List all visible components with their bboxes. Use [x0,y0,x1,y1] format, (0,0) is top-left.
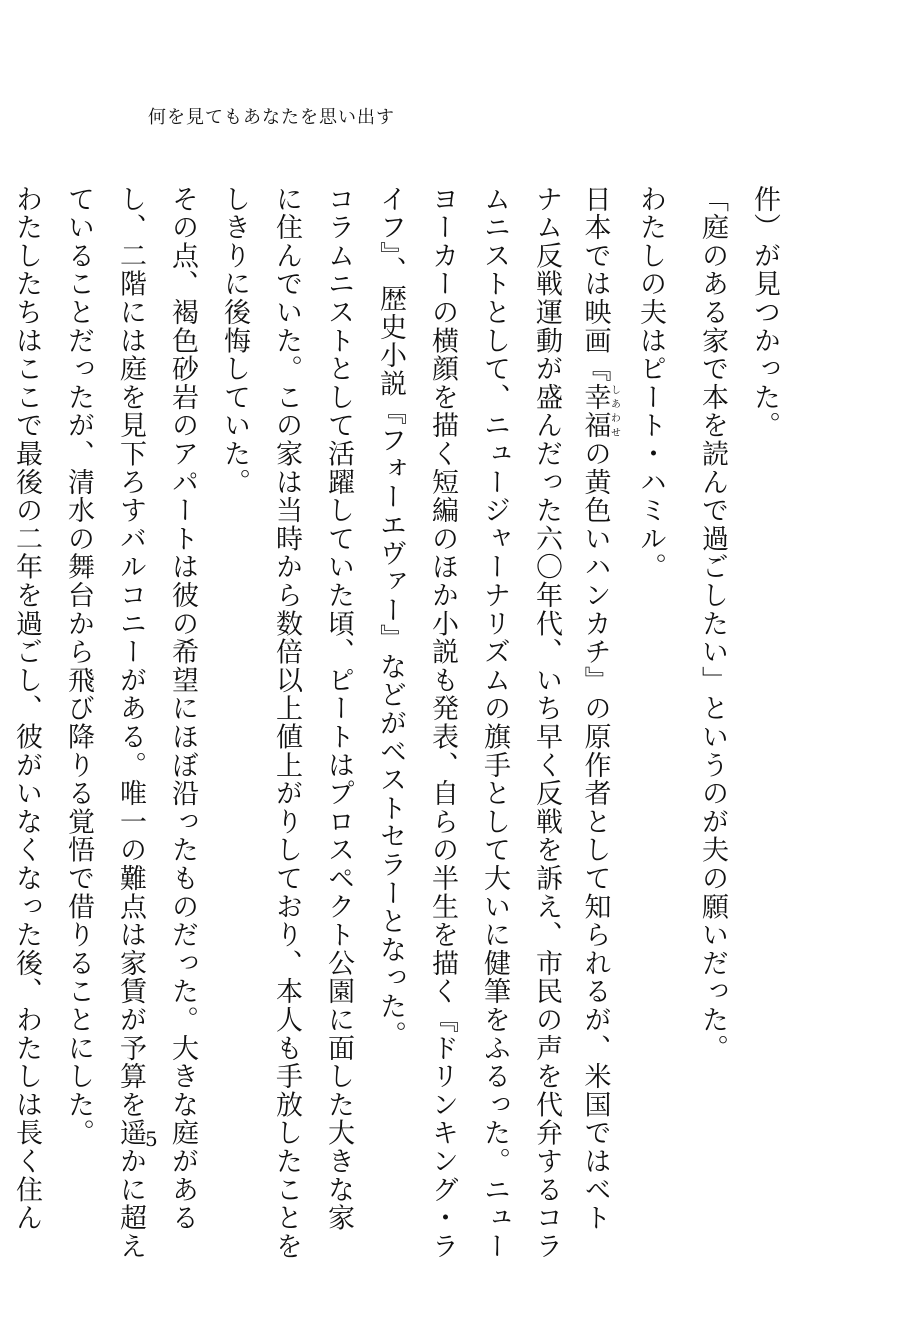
ruby-base: 幸福 [579,383,611,440]
text-line: ムニストとして、ニュージャーナリズムの旗手として大いに健筆をふるった。ニュー [479,185,510,1261]
text-line: 件）が見つかった。 [749,185,780,440]
text-segment: の黄色いハンカチ』の原作者として知られるが、米国ではベト [579,439,611,1233]
text-segment: 日本では映画『 [579,185,611,384]
text-line: ていることだったが、清水の舞台から飛び降りる覚悟で借りることにした。 [63,185,94,1148]
ruby-reading: しあわせ [608,383,620,440]
text-line-with-ruby [577,185,620,1233]
text-line: イフ』、歴史小説『フォーエヴァー』などがベストセラーとなった。 [375,185,406,1049]
ruby-word [579,383,620,440]
text-line: わたしたちはここで最後の二年を過ごし、彼がいなくなった後、わたしは長く住ん [11,185,42,1233]
text-line: その点、褐色砂岩のアパートは彼の希望にほぼ沿ったものだった。大きな庭がある [167,185,198,1233]
text-line: ヨーカーの横顔を描く短編のほか小説も発表、自らの半生を描く『ドリンキング・ラ [427,185,458,1261]
text-line: し、二階には庭を見下ろすバルコニーがある。唯一の難点は家賃が予算を遥かに超え [115,185,146,1261]
page-number: 5 [145,1127,158,1151]
text-line: コラムニストとして活躍していた頃、ピートはプロスペクト公園に面した大きな家 [323,185,354,1233]
text-line: わたしの夫はピート・ハミル。 [635,185,666,582]
running-header-title: 何を見てもあなたを思い出す [148,107,395,128]
text-line: に住んでいた。この家は当時から数倍以上値上がりしており、本人も手放したことを [271,185,302,1261]
text-line: しきりに後悔していた。 [219,185,250,497]
body-text [11,185,785,1261]
text-line: ナム反戦運動が盛んだった六〇年代、いち早く反戦を訴え、市民の声を代弁するコラ [531,185,562,1261]
text-line: 「庭のある家で本を読んで過ごしたい」というのが夫の願いだった。 [697,185,728,1063]
